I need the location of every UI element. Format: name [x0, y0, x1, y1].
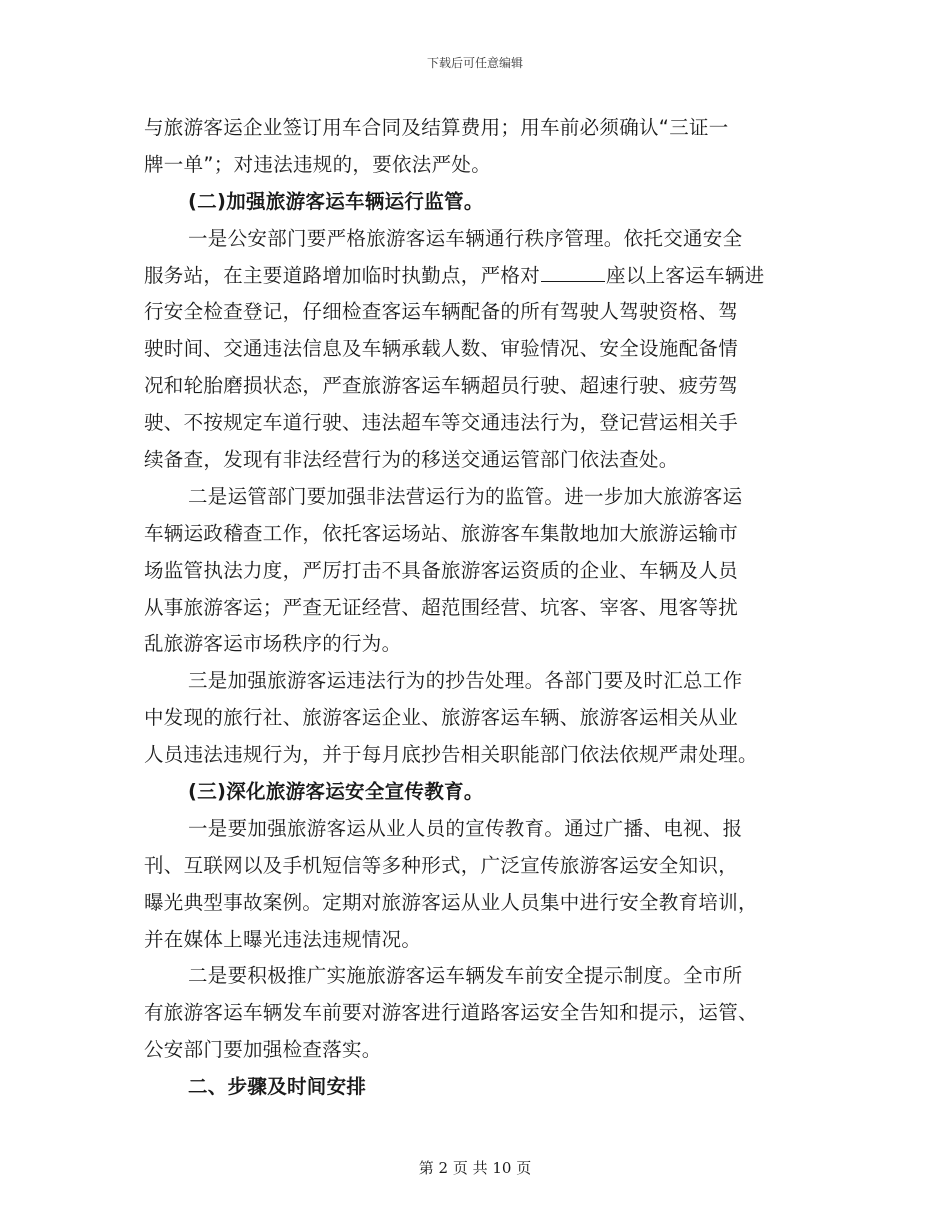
- paragraph-line: 牌一单”；对违法违规的，要依法严处。: [144, 152, 492, 176]
- paragraph-line: 并在媒体上曝光违法违规情况。: [144, 927, 422, 951]
- fill-in-blank: [541, 261, 605, 282]
- paragraph-line: 乱旅游客运市场秩序的行为。: [144, 632, 402, 656]
- paragraph-line: 驶时间、交通违法信息及车辆承载人数、审验情况、安全设施配备情: [144, 337, 739, 361]
- paragraph-line: 驶、不按规定车道行驶、违法超车等交通违法行为，登记营运相关手: [144, 411, 739, 435]
- document-body: [144, 110, 806, 1106]
- chapter-heading: 二、步骤及时间安排: [188, 1075, 367, 1099]
- paragraph-line: 中发现的旅行社、旅游客运企业、旅游客运车辆、旅游客运相关从业: [144, 706, 739, 730]
- section-heading: (三)深化旅游客运安全宣传教育。: [188, 780, 484, 804]
- paragraph-line: 车辆运政稽查工作，依托客运场站、旅游客车集散地加大旅游运输市: [144, 521, 739, 545]
- paragraph-line: 场监管执法力度，严厉打击不具备旅游客运资质的企业、车辆及人员: [144, 558, 739, 582]
- section-heading: (二)加强旅游客运车辆运行监管。: [188, 189, 484, 213]
- paragraph-line: 续备查，发现有非法经营行为的移送交通运管部门依法查处。: [144, 448, 679, 472]
- paragraph-line: 三是加强旅游客运违法行为的抄告处理。各部门要及时汇总工作: [188, 669, 743, 693]
- paragraph-line: 公安部门要加强检查落实。: [144, 1038, 382, 1062]
- paragraph-line: 一是公安部门要严格旅游客运车辆通行秩序管理。依托交通安全: [188, 226, 743, 250]
- paragraph-line: 二是运管部门要加强非法营运行为的监管。进一步加大旅游客运: [188, 484, 743, 508]
- paragraph-line: 二是要积极推广实施旅游客运车辆发车前安全提示制度。全市所: [188, 964, 743, 988]
- paragraph-line: 刊、互联网以及手机短信等多种形式，广泛宣传旅游客运安全知识，: [144, 853, 739, 877]
- paragraph-line: 曝光典型事故案例。定期对旅游客运从业人员集中进行安全教育培训，: [144, 890, 758, 914]
- paragraph-line: 与旅游客运企业签订用车合同及结算费用；用车前必须确认“三证一: [144, 116, 729, 139]
- page-number: 第 2 页 共 10 页: [418, 1159, 532, 1177]
- paragraph-line: 有旅游客运车辆发车前要对游客进行道路客运安全告知和提示，运管、: [144, 1001, 758, 1025]
- header-note: 下载后可任意编辑: [426, 56, 523, 70]
- text-segment: 座以上客运车辆进: [606, 263, 765, 287]
- paragraph-line: [144, 258, 806, 295]
- paragraph-line: 一是要加强旅游客运从业人员的宣传教育。通过广播、电视、报: [188, 816, 743, 840]
- paragraph-line: 从事旅游客运；严查无证经营、超范围经营、坑客、宰客、甩客等扰: [144, 595, 739, 619]
- text-segment: 服务站，在主要道路增加临时执勤点，严格对: [144, 263, 541, 287]
- paragraph-line: 行安全检查登记，仔细检查客运车辆配备的所有驾驶人驾驶资格、驾: [144, 300, 739, 324]
- paragraph-line: 况和轮胎磨损状态，严查旅游客运车辆超员行驶、超速行驶、疲劳驾: [144, 374, 739, 398]
- paragraph-line: 人员违法违规行为，并于每月底抄告相关职能部门依法依规严肃处理。: [144, 743, 758, 767]
